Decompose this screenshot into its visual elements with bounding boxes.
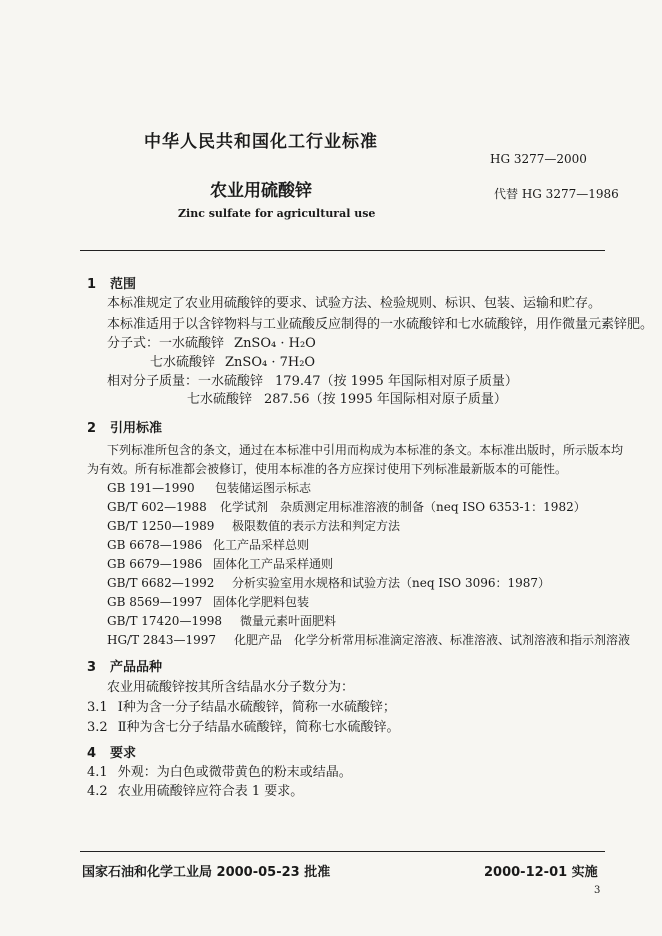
document-title-english: Zinc sulfate for agricultural use — [178, 207, 376, 220]
standard-number: HG 3277—2000 — [490, 152, 587, 166]
reference-item: GB/T 6682—1992 分析实验室用水规格和试验方法（neq ISO 3096：1987） — [107, 576, 551, 590]
clause-3-2: 3.2 Ⅱ种为含七分子结晶水硫酸锌，简称七水硫酸锌。 — [87, 720, 400, 735]
section-1-paragraph-1: 本标准规定了农业用硫酸锌的要求、试验方法、检验规则、标识、包装、运输和贮存。 — [107, 296, 602, 311]
replaces-standard: 代替 HG 3277—1986 — [494, 187, 619, 201]
clause-4-1: 4.1 外观：为白色或微带黄色的粉末或结晶。 — [87, 765, 352, 780]
reference-item: HG/T 2843—1997 化肥产品 化学分析常用标准滴定溶液、标准溶液、试剂溶液和指示剂溶液 — [107, 633, 631, 647]
section-2-paragraph-line-1: 下列标准所包含的条文，通过在本标准中引用而构成为本标准的条文。本标准出版时，所示版本均 — [107, 443, 624, 457]
section-3-heading: 3 产品品种 — [87, 660, 163, 675]
footer-divider — [80, 851, 605, 852]
reference-item: GB/T 1250—1989 极限数值的表示方法和判定方法 — [107, 519, 401, 533]
section-2-paragraph-line-2: 为有效。所有标准都会被修订，使用本标准的各方应探讨使用下列标准最新版本的可能性。 — [87, 462, 568, 476]
reference-item: GB/T 17420—1998 微量元素叶面肥料 — [107, 614, 337, 628]
molecular-weight-line-1: 相对分子质量：一水硫酸锌 179.47（按 1995 年国际相对原子质量） — [107, 374, 518, 389]
formula-line-2: 七水硫酸锌 ZnSO₄ · 7H₂O — [150, 355, 316, 370]
reference-item: GB 6678—1986 化工产品采样总则 — [107, 538, 310, 552]
reference-item: GB 8569—1997 固体化学肥料包装 — [107, 595, 310, 609]
clause-3-1: 3.1 Ⅰ种为含一分子结晶水硫酸锌，简称一水硫酸锌； — [87, 700, 396, 715]
issuing-authority-title: 中华人民共和国化工行业标准 — [144, 132, 378, 152]
formula-line-1: 分子式：一水硫酸锌 ZnSO₄ · H₂O — [107, 336, 316, 351]
implementation-date: 2000-12-01 实施 — [484, 865, 598, 880]
header-divider — [80, 250, 605, 251]
section-3-paragraph: 农业用硫酸锌按其所含结晶水分子数分为： — [107, 680, 355, 695]
section-1-paragraph-2: 本标准适用于以含锌物料与工业硫酸反应制得的一水硫酸锌和七水硫酸锌，用作微量元素锌肥。 — [107, 317, 654, 332]
reference-item: GB 6679—1986 固体化工产品采样通则 — [107, 557, 334, 571]
molecular-weight-line-2: 七水硫酸锌 287.56（按 1995 年国际相对原子质量） — [187, 392, 507, 407]
page-number: 3 — [594, 885, 601, 896]
reference-item: GB 191—1990 包装储运图示标志 — [107, 481, 312, 495]
section-1-heading: 1 范围 — [87, 277, 137, 292]
reference-item: GB/T 602—1988 化学试剂 杂质测定用标准溶液的制备（neq ISO 6353-1：1982） — [107, 500, 586, 514]
section-2-heading: 2 引用标准 — [87, 421, 163, 436]
section-4-heading: 4 要求 — [87, 746, 137, 761]
approval-note: 国家石油和化学工业局 2000-05-23 批准 — [82, 865, 331, 880]
document-title: 农业用硫酸锌 — [210, 181, 312, 201]
clause-4-2: 4.2 农业用硫酸锌应符合表 1 要求。 — [87, 784, 304, 799]
